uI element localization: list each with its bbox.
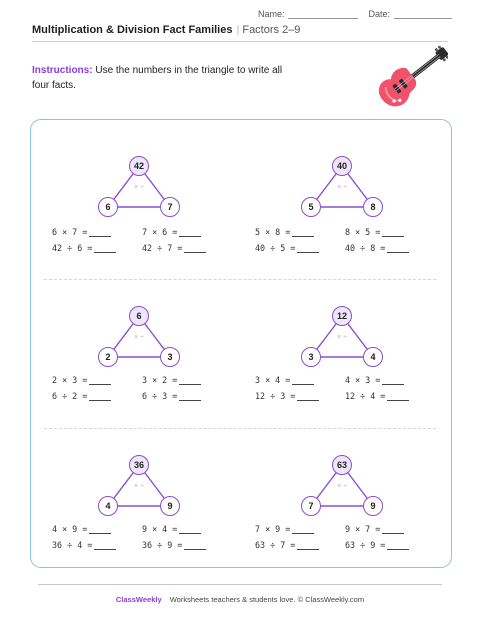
fact-equation (142, 391, 232, 401)
fact-equation (142, 375, 232, 385)
fact-equation (255, 524, 345, 534)
fact-equation (255, 227, 345, 237)
fact-text: 6 ÷ 2 = (52, 391, 88, 401)
fact-row (52, 372, 232, 388)
fact-equation (255, 243, 345, 253)
fact-text: 6 × 7 = (52, 227, 88, 237)
fact-equation (142, 540, 232, 550)
fact-row (52, 537, 232, 553)
fact-text: 12 ÷ 4 = (345, 391, 386, 401)
fact-row (255, 521, 435, 537)
answer-blank[interactable] (387, 541, 409, 550)
operation-symbols: × ÷ (134, 483, 144, 490)
product-node: 12 (332, 306, 352, 326)
date-line[interactable] (394, 8, 452, 19)
operation-symbols: × ÷ (337, 334, 347, 341)
product-node: 36 (129, 455, 149, 475)
fact-equation (345, 391, 435, 401)
title-subtitle: Factors 2–9 (242, 24, 301, 36)
fact-equation (255, 375, 345, 385)
answer-blank[interactable] (292, 228, 314, 237)
fact-triangle (91, 306, 187, 378)
name-field[interactable] (258, 8, 359, 19)
fact-equation (52, 243, 142, 253)
answer-blank[interactable] (292, 376, 314, 385)
fact-equation (52, 540, 142, 550)
factor-node-right: 3 (160, 347, 180, 367)
answer-blank[interactable] (94, 244, 116, 253)
footer (0, 595, 480, 604)
operation-symbols: × ÷ (337, 184, 347, 191)
row-divider-1 (44, 279, 436, 280)
footer-rule (38, 584, 442, 585)
fact-triangle (294, 455, 390, 527)
answer-blank[interactable] (292, 525, 314, 534)
fact-text: 63 ÷ 9 = (345, 540, 386, 550)
answer-blank[interactable] (184, 244, 206, 253)
fact-equation (142, 227, 232, 237)
factor-node-right: 9 (160, 496, 180, 516)
fact-text: 12 ÷ 3 = (255, 391, 296, 401)
fact-text: 8 × 5 = (345, 227, 381, 237)
fact-equation (52, 524, 142, 534)
footer-tagline: Worksheets teachers & students love. (169, 595, 296, 604)
answer-blank[interactable] (94, 541, 116, 550)
fact-equation (255, 391, 345, 401)
factor-node-left: 5 (301, 197, 321, 217)
title-separator: | (236, 24, 240, 36)
worksheet-title (32, 24, 300, 36)
product-node: 40 (332, 156, 352, 176)
fact-triangle (294, 306, 390, 378)
fact-text: 36 ÷ 4 = (52, 540, 93, 550)
answer-blank[interactable] (179, 228, 201, 237)
fact-equation (345, 227, 435, 237)
fact-list (255, 372, 435, 404)
factor-node-right: 7 (160, 197, 180, 217)
fact-text: 4 × 9 = (52, 524, 88, 534)
fact-list (52, 521, 232, 553)
instructions (32, 63, 292, 93)
answer-blank[interactable] (89, 376, 111, 385)
answer-blank[interactable] (297, 244, 319, 253)
fact-equation (52, 375, 142, 385)
factor-node-left: 4 (98, 496, 118, 516)
fact-text: 63 ÷ 7 = (255, 540, 296, 550)
fact-equation (345, 524, 435, 534)
fact-text: 5 × 8 = (255, 227, 291, 237)
fact-list (52, 224, 232, 256)
fact-row (52, 388, 232, 404)
fact-text: 3 × 4 = (255, 375, 291, 385)
instructions-label: Instructions: (32, 65, 93, 76)
product-node: 63 (332, 455, 352, 475)
fact-equation (345, 375, 435, 385)
answer-blank[interactable] (184, 541, 206, 550)
footer-copyright: © ClassWeekly.com (297, 595, 365, 604)
fact-row (255, 224, 435, 240)
fact-equation (142, 243, 232, 253)
fact-text: 6 ÷ 3 = (142, 391, 178, 401)
fact-equation (345, 243, 435, 253)
answer-blank[interactable] (297, 392, 319, 401)
operation-symbols: × ÷ (337, 483, 347, 490)
fact-triangle (91, 156, 187, 228)
fact-list (255, 521, 435, 553)
fact-text: 2 × 3 = (52, 375, 88, 385)
fact-text: 42 ÷ 7 = (142, 243, 183, 253)
fact-equation (142, 524, 232, 534)
footer-brand[interactable]: ClassWeekly (115, 595, 162, 604)
fact-triangle (294, 156, 390, 228)
fact-row (255, 240, 435, 256)
factor-node-right: 9 (363, 496, 383, 516)
fact-text: 9 × 4 = (142, 524, 178, 534)
fact-text: 40 ÷ 8 = (345, 243, 386, 253)
fact-list (255, 224, 435, 256)
answer-blank[interactable] (89, 525, 111, 534)
row-divider-2 (44, 428, 436, 429)
answer-blank[interactable] (179, 376, 201, 385)
title-text: Multiplication & Division Fact Families (32, 24, 233, 36)
answer-blank[interactable] (387, 392, 409, 401)
fact-equation (255, 540, 345, 550)
fact-text: 3 × 2 = (142, 375, 178, 385)
answer-blank[interactable] (179, 525, 201, 534)
fact-text: 7 × 9 = (255, 524, 291, 534)
fact-row (255, 388, 435, 404)
answer-blank[interactable] (297, 541, 319, 550)
name-label: Name: (257, 9, 285, 19)
fact-row (255, 372, 435, 388)
answer-blank[interactable] (382, 525, 404, 534)
factor-node-left: 6 (98, 197, 118, 217)
fact-row (255, 537, 435, 553)
fact-equation (52, 391, 142, 401)
fact-text: 40 ÷ 5 = (255, 243, 296, 253)
fact-equation (345, 540, 435, 550)
fact-text: 7 × 6 = (142, 227, 178, 237)
fact-triangle (91, 455, 187, 527)
answer-blank[interactable] (89, 228, 111, 237)
date-field[interactable] (368, 8, 452, 19)
factor-node-right: 4 (363, 347, 383, 367)
name-line[interactable] (288, 8, 358, 19)
fact-equation (52, 227, 142, 237)
product-node: 6 (129, 306, 149, 326)
fact-row (52, 521, 232, 537)
fact-list (52, 372, 232, 404)
header-fields (258, 8, 452, 19)
date-label: Date: (368, 9, 390, 19)
factor-node-left: 7 (301, 496, 321, 516)
fact-text: 4 × 3 = (345, 375, 381, 385)
fact-row (52, 240, 232, 256)
factor-node-left: 3 (301, 347, 321, 367)
factor-node-right: 8 (363, 197, 383, 217)
operation-symbols: × ÷ (134, 184, 144, 191)
electric-guitar-icon (368, 40, 448, 114)
product-node: 42 (129, 156, 149, 176)
instructions-text: Use the numbers in the triangle to write all four facts. (32, 65, 283, 91)
answer-blank[interactable] (387, 244, 409, 253)
answer-blank[interactable] (382, 376, 404, 385)
operation-symbols: × ÷ (134, 334, 144, 341)
fact-row (52, 224, 232, 240)
factor-node-left: 2 (98, 347, 118, 367)
answer-blank[interactable] (382, 228, 404, 237)
answer-blank[interactable] (89, 392, 111, 401)
answer-blank[interactable] (179, 392, 201, 401)
fact-text: 42 ÷ 6 = (52, 243, 93, 253)
fact-text: 36 ÷ 9 = (142, 540, 183, 550)
fact-text: 9 × 7 = (345, 524, 381, 534)
